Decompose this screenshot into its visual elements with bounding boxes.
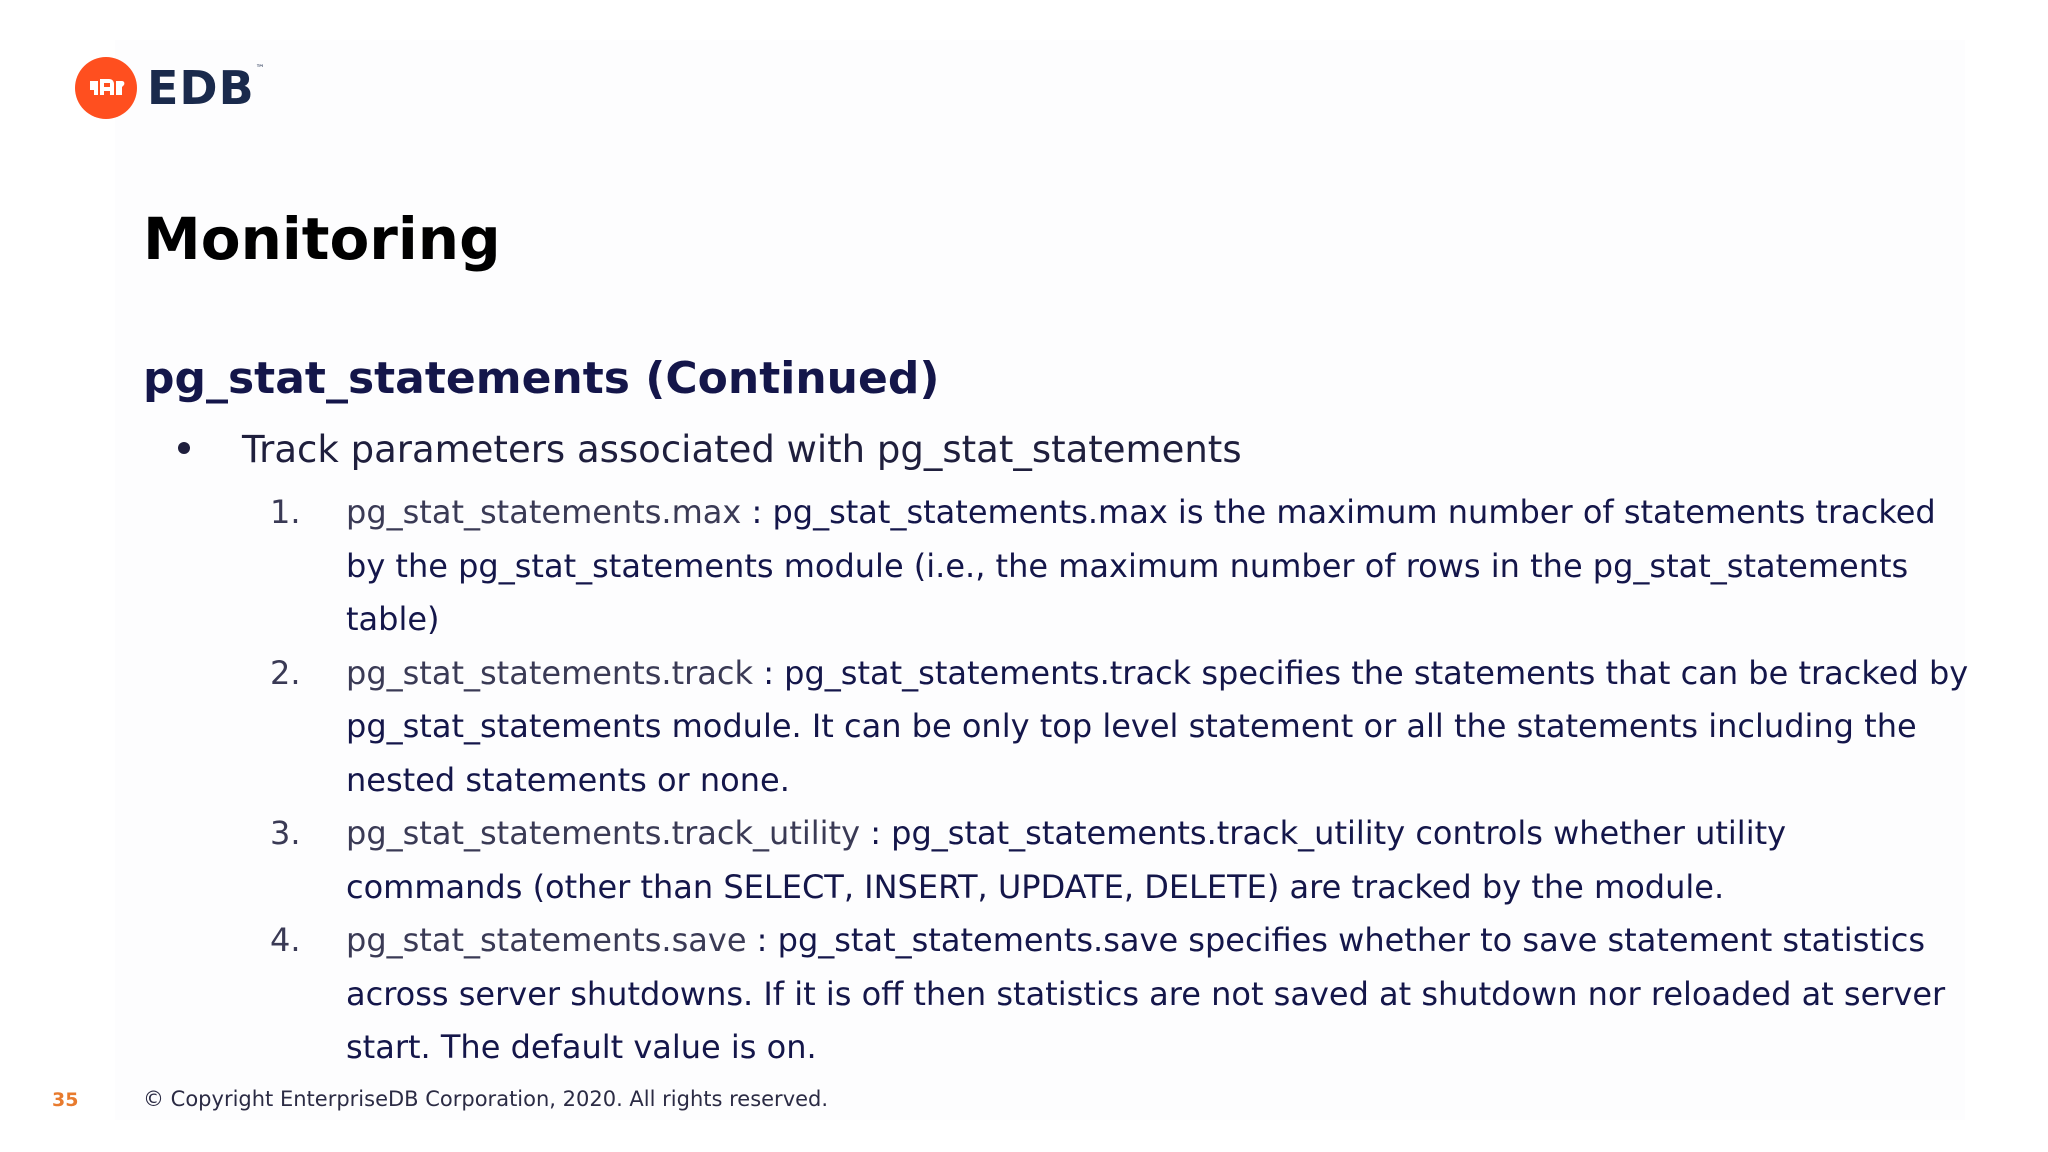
section-heading: pg_stat_statements (Continued) (143, 353, 940, 404)
param-description: pg_stat_statements.save specifies whether to save statement statistics across server shutdowns. If it is off then statistics are not saved at shutdown nor reloaded at server start. The default value is on. (346, 921, 1946, 1066)
param-description: pg_stat_statements.track specifies the statements that can be tracked by pg_stat_statements module. It can be only top level statement or all the statements including the nested statements or none. (346, 653, 1969, 799)
item-body (346, 914, 1970, 1075)
separator: : (860, 814, 892, 852)
item-number: 1. (270, 493, 301, 531)
item-body (346, 807, 1970, 914)
bullet-dot-icon (178, 442, 190, 454)
param-name: pg_stat_statements.max (346, 493, 742, 531)
param-description: pg_stat_statements.max is the maximum number of statements tracked by the pg_stat_statements module (i.e., the maximum number of rows in the pg_stat_statements table) (346, 493, 1936, 638)
copyright-notice: © Copyright EnterpriseDB Corporation, 2020. All rights reserved. (143, 1087, 829, 1111)
separator: : (741, 493, 773, 531)
parameter-list (270, 486, 1970, 1075)
item-body (346, 486, 1970, 647)
logo-trademark: ™ (255, 64, 265, 74)
param-name: pg_stat_statements.save (346, 921, 747, 959)
param-description: pg_stat_statements.track_utility controls whether utility commands (other than SELECT, INSERT, UPDATE, DELETE) are tracked by the module. (346, 814, 1787, 906)
edb-elephant-logo-icon (75, 57, 137, 119)
list-item (270, 647, 1970, 808)
list-item (270, 486, 1970, 647)
list-item (270, 807, 1970, 914)
item-number: 4. (270, 921, 301, 959)
param-name: pg_stat_statements.track_utility (346, 814, 861, 852)
item-body (346, 647, 1970, 808)
bullet-item (178, 428, 1242, 471)
item-number: 3. (270, 814, 301, 852)
separator: : (746, 921, 778, 959)
item-number: 2. (270, 653, 301, 692)
logo-wordmark: EDB (147, 61, 255, 115)
page-title: Monitoring (143, 205, 501, 273)
separator: : (753, 653, 785, 692)
param-name: pg_stat_statements.track (346, 653, 754, 692)
slide-number: 35 (52, 1089, 79, 1111)
bullet-text: Track parameters associated with pg_stat_statements (242, 428, 1242, 471)
list-item (270, 914, 1970, 1075)
edb-logo (75, 56, 265, 120)
